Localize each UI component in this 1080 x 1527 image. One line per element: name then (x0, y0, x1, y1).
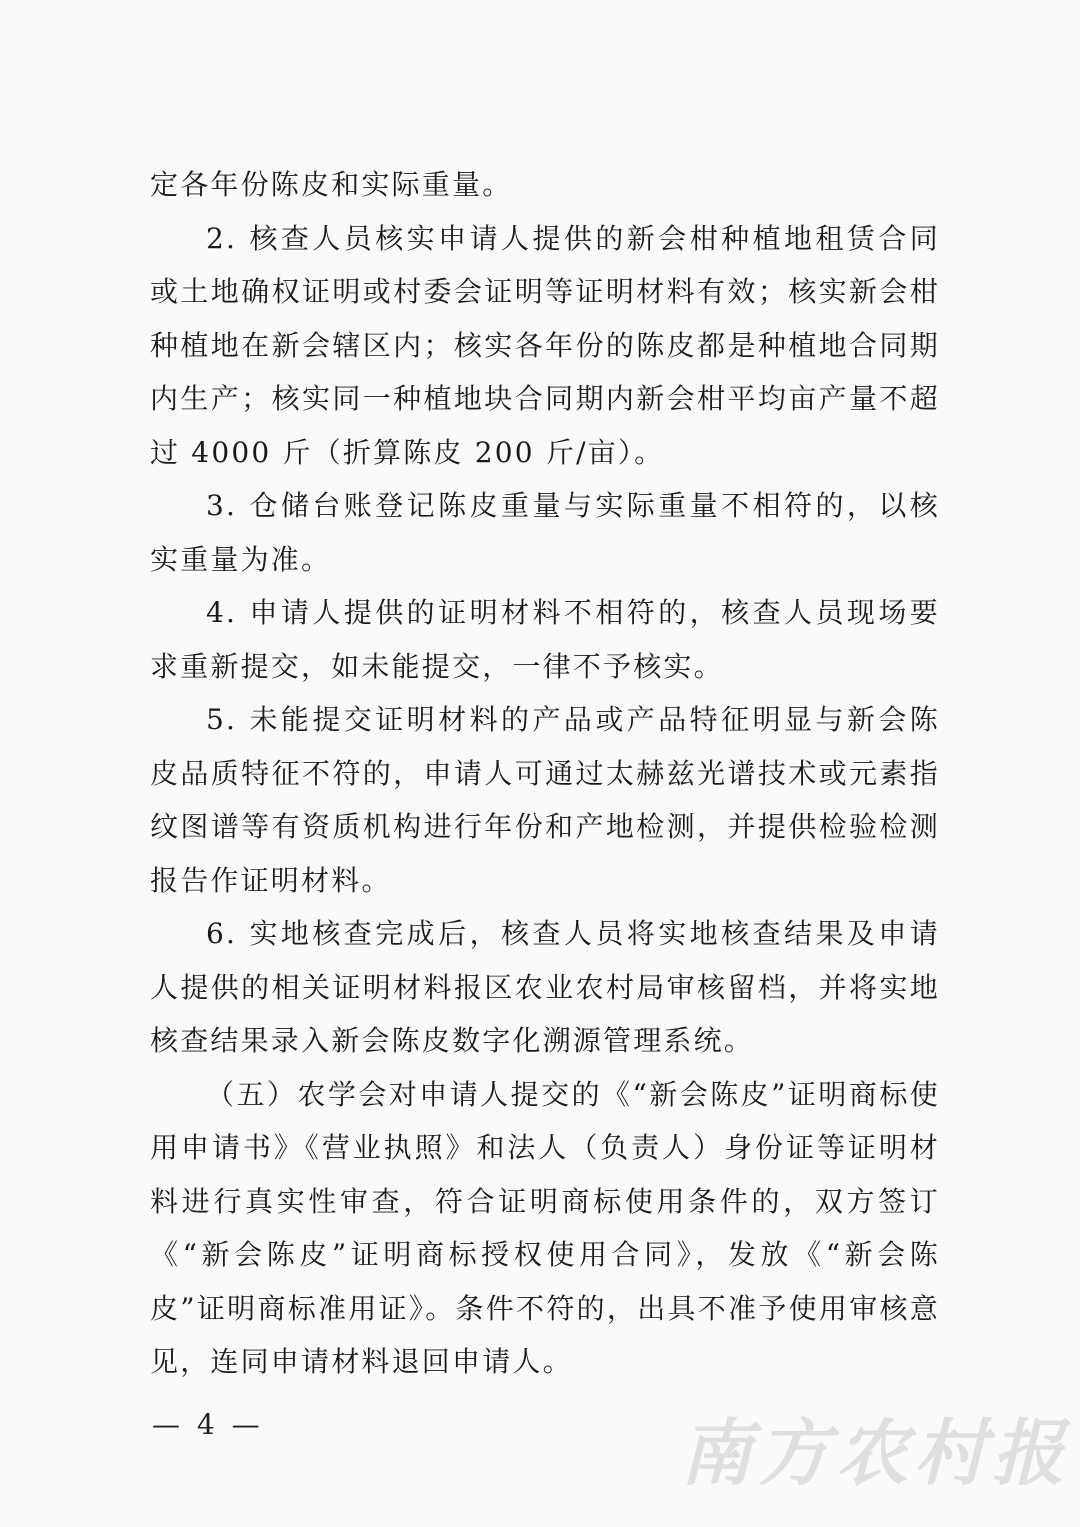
watermark-logo: 南方农村报 (680, 1411, 1071, 1495)
page-number: — 4 — (152, 1408, 264, 1441)
paragraph-item-5: 5. 未能提交证明材料的产品或产品特征明显与新会陈皮品质特征不符的，申请人可通过太赫兹光谱技术或元素指纹图谱等有资质机构进行年份和产地检测，并提供检验检测报告作证明材料。 (150, 703, 940, 897)
document-body (150, 158, 940, 1389)
paragraph-item-2: 2. 核查人员核实申请人提供的新会柑种植地租赁合同或土地确权证明或村委会证明等证明材料有效；核实新会柑种植地在新会辖区内；核实各年份的陈皮都是种植地合同期内生产；核实同一种植地块合同期内新会柑平均亩产量不超过 4000 斤（折算陈皮 200 斤/亩）。 (150, 221, 940, 469)
paragraph-continuation: 定各年份陈皮和实际重量。 (150, 168, 513, 201)
paragraph-item-4: 4. 申请人提供的证明材料不相符的，核查人员现场要求重新提交，如未能提交，一律不予核实。 (150, 596, 940, 683)
paragraph-section-5: （五）农学会对申请人提交的《“新会陈皮”证明商标使用申请书》《营业执照》和法人（负责人）身份证等证明材料进行真实性审查，符合证明商标使用条件的，双方签订《“新会陈皮”证明商标授权使用合同》，发放《“新会陈皮”证明商标准用证》。条件不符的，出具不准予使用审核意见，连同申请材料退回申请人。 (150, 1077, 940, 1378)
paragraph-item-3: 3. 仓储台账登记陈皮重量与实际重量不相符的，以核实重量为准。 (150, 489, 940, 576)
paragraph-item-6: 6. 实地核查完成后，核查人员将实地核查结果及申请人提供的相关证明材料报区农业农村局审核留档，并将实地核查结果录入新会陈皮数字化溯源管理系统。 (150, 917, 940, 1057)
